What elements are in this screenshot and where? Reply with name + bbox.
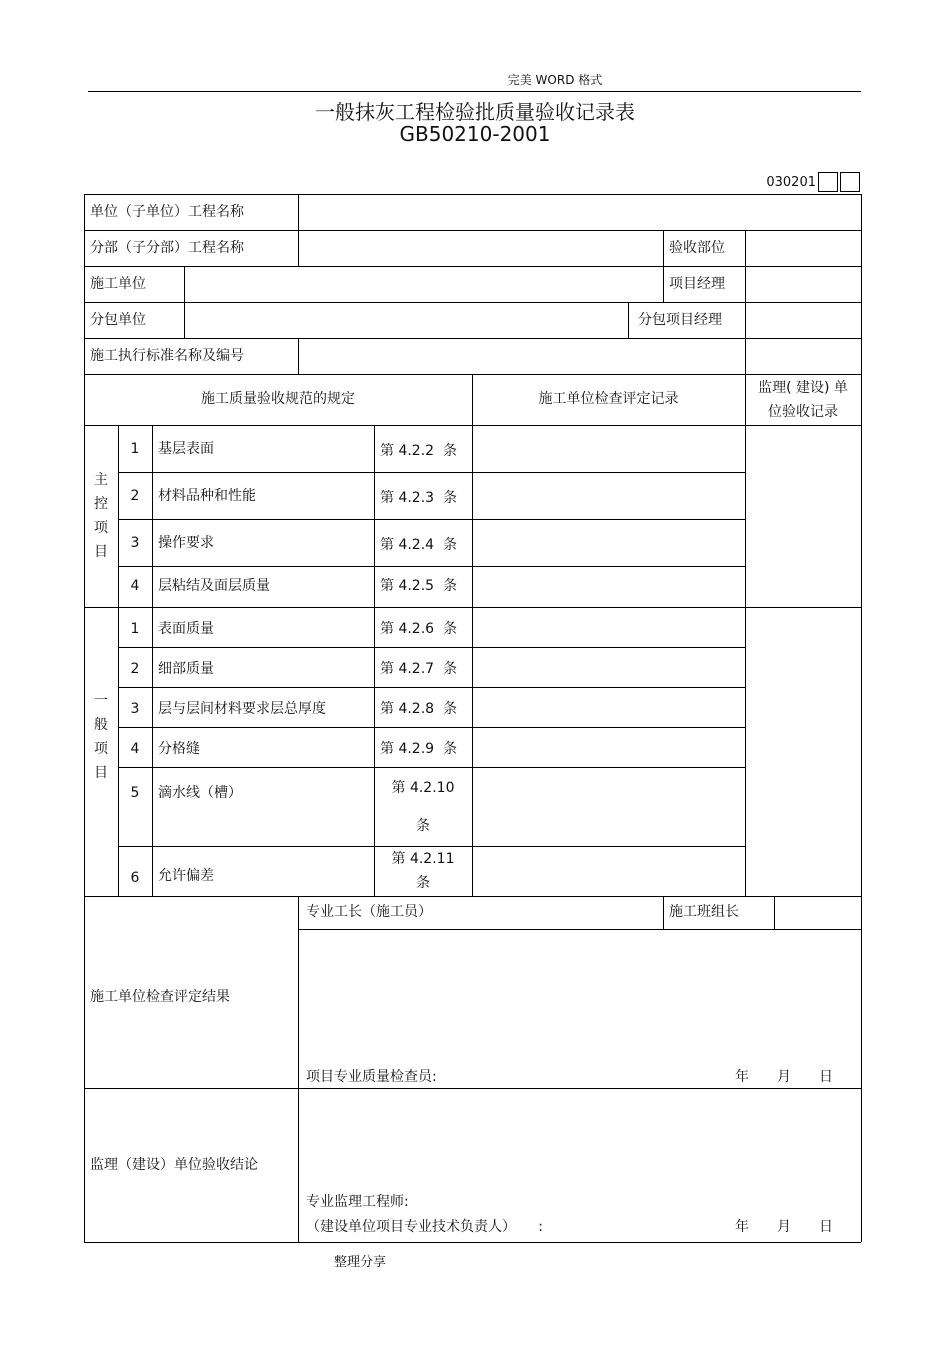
form-title: 一般抹灰工程检验批质量验收记录表 [315,100,635,124]
general-item-name: 分格缝 [158,740,200,757]
main-item-no: 1 [130,441,140,457]
header-note: 完美 WORD 格式 [507,73,603,87]
general-item-self-check[interactable] [472,846,745,896]
general-item-name: 层与层间材料要求层总厚度 [158,700,326,717]
main-item-clause: 第 4.2.4 条 [380,537,457,554]
general-item-clause: 第 4.2.9 条 [380,740,457,757]
general-item-name: 允许偏差 [158,867,214,884]
unit-project-name-label: 单位（子单位）工程名称 [90,203,244,220]
main-item-no: 3 [130,535,140,551]
subcontractor-label: 分包单位 [90,311,146,328]
main-item-no: 4 [130,578,140,595]
foreman-label: 专业工长（施工员） [306,904,432,921]
unit-project-name-field[interactable] [298,194,861,230]
date-day: 日 [819,1218,833,1235]
date-month: 月 [777,1218,791,1235]
general-item-clause: 第 4.2.6 条 [380,620,457,637]
standard-field[interactable] [298,338,861,374]
general-item-self-check[interactable] [472,687,745,727]
general-items-supervision-record[interactable] [745,607,861,896]
subcontractor-field[interactable] [184,302,628,338]
general-item-self-check[interactable] [472,647,745,687]
construction-unit-label: 施工单位 [90,275,146,292]
supervision-result-field[interactable] [298,1092,861,1188]
main-item-name: 操作要求 [158,535,214,551]
general-item-clause: 第 4.2.7 条 [380,660,457,677]
main-item-clause: 第 4.2.5 条 [380,578,457,595]
footer-note: 整理分享 [333,1255,386,1270]
supervision-result-label: 监理（建设）单位验收结论 [90,1156,258,1173]
standard-label: 施工执行标准名称及编号 [90,347,244,364]
construction-result-label: 施工单位检查评定结果 [90,988,230,1005]
main-item-self-check[interactable] [472,519,745,566]
supervision-column-header [745,374,861,425]
main-item-no: 2 [130,488,140,504]
form-code: 030201 [766,174,816,190]
general-item-name: 细部质量 [158,660,214,677]
sub-project-name-label: 分部（子分部）工程名称 [90,239,244,256]
general-item-no: 3 [130,700,140,717]
spec-column-header: 施工质量验收规范的规定 [201,391,355,408]
sub-project-name-field[interactable] [298,230,663,266]
main-item-name: 材料品种和性能 [158,488,256,504]
main-item-clause: 第 4.2.3 条 [380,490,457,507]
date-year: 年 [735,1218,749,1235]
supervision-header-line2: 位验收记录 [768,403,838,420]
standard-code: GB50210-2001 [399,122,551,146]
main-item-self-check[interactable] [472,472,745,519]
main-item-clause: 第 4.2.2 条 [380,443,457,460]
team-leader-label: 施工班组长 [669,904,739,921]
construction-unit-field[interactable] [184,266,663,302]
supervision-header-line1: 监理( 建设) 单 [758,379,848,396]
project-manager-field[interactable] [745,266,861,302]
general-item-name: 表面质量 [158,620,214,637]
general-item-no: 2 [130,660,140,677]
main-item-self-check[interactable] [472,425,745,472]
general-item-clause: 第 4.2.11 条 [391,851,455,891]
form-code-box-2[interactable] [840,172,860,192]
team-leader-field[interactable] [774,896,861,929]
general-item-clause: 第 4.2.10 条 [391,779,455,834]
inspection-part-field[interactable] [745,230,861,266]
date-day: 日 [819,1068,833,1085]
main-item-name: 层粘结及面层质量 [158,578,270,595]
form-code-box-1[interactable] [818,172,838,192]
owner-rep-label: （建设单位项目专业技术负责人） : [306,1218,543,1235]
main-items-supervision-record[interactable] [745,425,861,607]
form-code-line [766,172,860,192]
general-item-no: 6 [130,869,140,886]
general-item-clause: 第 4.2.8 条 [380,700,457,717]
main-items-group-label: 主 控 项 目 [94,472,108,560]
date-year: 年 [735,1068,749,1085]
general-item-name: 滴水线（槽） [158,785,242,801]
quality-inspector-label: 项目专业质量检查员: [306,1068,437,1085]
general-item-self-check[interactable] [472,607,745,647]
subcontract-manager-field[interactable] [745,302,861,338]
general-items-group-label: 一 般 项 目 [94,692,108,781]
subcontract-manager-label: 分包项目经理 [638,311,722,328]
general-item-self-check[interactable] [472,727,745,767]
general-item-no: 1 [130,620,140,637]
date-month: 月 [777,1068,791,1085]
general-item-self-check[interactable] [472,767,745,846]
project-manager-label: 项目经理 [669,275,725,292]
main-item-self-check[interactable] [472,566,745,607]
foreman-field[interactable] [472,896,663,929]
inspection-part-label: 验收部位 [669,239,725,256]
general-item-no: 4 [130,740,140,757]
construction-result-field[interactable] [298,929,861,1059]
general-item-no: 5 [130,785,140,801]
supervisor-label: 专业监理工程师: [306,1193,409,1210]
main-item-name: 基层表面 [158,441,214,457]
self-check-column-header: 施工单位检查评定记录 [538,391,679,408]
header-rule [88,91,861,92]
